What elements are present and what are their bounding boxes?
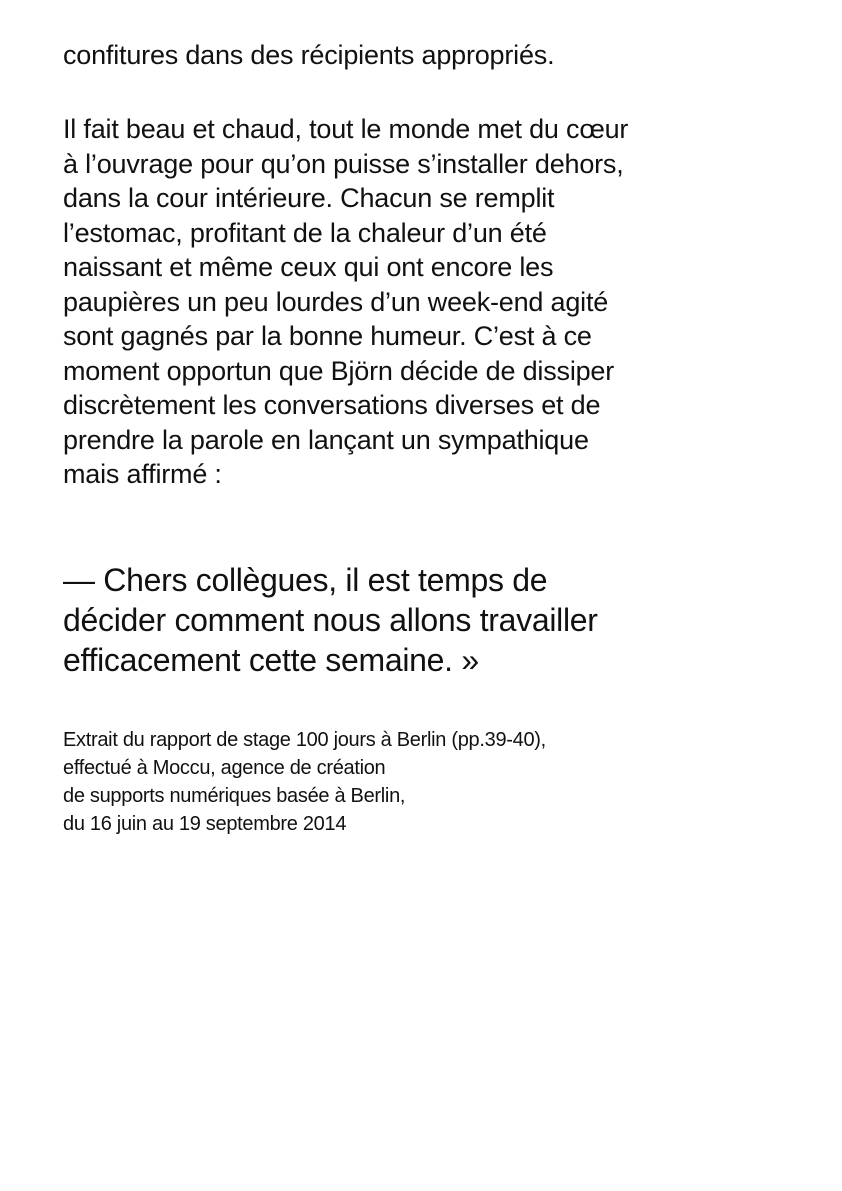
body-line: à l’ouvrage pour qu’on puisse s’installer dehors, <box>63 148 624 179</box>
body-line: prendre la parole en lançant un sympathique <box>63 424 589 455</box>
intro-paragraph <box>63 38 554 72</box>
caption-line: effectué à Moccu, agence de création <box>63 757 386 779</box>
body-line: Il fait beau et chaud, tout le monde met du cœur <box>63 114 629 144</box>
quote-line: décider comment nous allons travailler <box>63 602 598 638</box>
caption-line: Extrait du rapport de stage 100 jours à Berlin (pp.39-40), <box>63 729 546 751</box>
body-line: sont gagnés par la bonne humeur. C’est à ce <box>63 321 592 351</box>
quote-line: — Chers collègues, il est temps de <box>63 562 548 598</box>
body-line: discrètement les conversations diverses et de <box>63 390 601 420</box>
body-line: paupières un peu lourdes d’un week-end agité <box>63 286 609 317</box>
quote-line: efficacement cette semaine. » <box>63 642 479 678</box>
caption-line: du 16 juin au 19 septembre 2014 <box>63 813 347 835</box>
body-line: l’estomac, profitant de la chaleur d’un été <box>63 217 547 248</box>
intro-line: confitures dans des récipients appropriés. <box>63 40 555 70</box>
caption-line: de supports numériques basée à Berlin, <box>63 785 406 807</box>
body-line: moment opportun que Björn décide de dissiper <box>63 355 615 386</box>
body-line: naissant et même ceux qui ont encore les <box>63 252 554 282</box>
body-paragraph <box>63 112 628 492</box>
body-line: mais affirmé : <box>63 459 222 489</box>
source-caption <box>63 726 546 838</box>
body-line: dans la cour intérieure. Chacun se remplit <box>63 183 555 213</box>
quote-block <box>63 560 598 680</box>
